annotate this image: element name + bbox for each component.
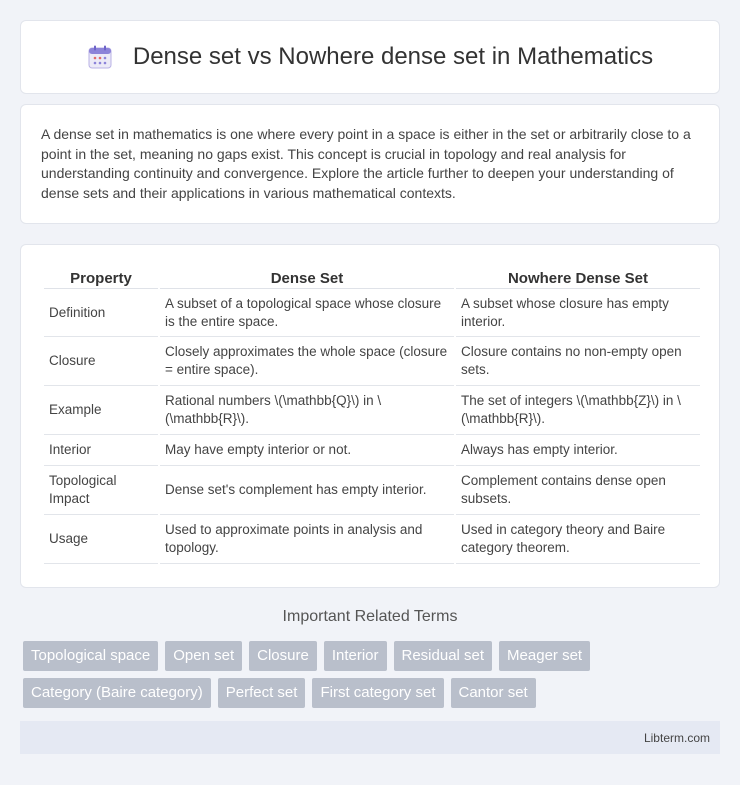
tag-row <box>23 641 723 671</box>
table-cell: Dense set's complement has empty interior. <box>160 466 454 515</box>
intro-card <box>20 104 720 224</box>
table-cell: Closely approximates the whole space (closure = entire space). <box>160 337 454 386</box>
table-row <box>44 337 700 386</box>
table-cell: May have empty interior or not. <box>160 435 454 466</box>
table-cell: A subset whose closure has empty interior. <box>456 289 700 337</box>
tag-closure[interactable]: Closure <box>249 641 317 671</box>
tag-cantor-set[interactable]: Cantor set <box>451 678 536 708</box>
tag-interior[interactable]: Interior <box>324 641 387 671</box>
table-cell: Used in category theory and Baire category theorem. <box>456 515 700 564</box>
column-header-nowhere-dense-set: Nowhere Dense Set <box>456 265 700 289</box>
tag-open-set[interactable]: Open set <box>165 641 242 671</box>
column-header-property: Property <box>44 265 158 289</box>
footer-site-link[interactable]: Libterm.com <box>643 730 710 745</box>
comparison-table-card <box>20 244 720 588</box>
tag-topological-space[interactable]: Topological space <box>23 641 158 671</box>
table-cell: A subset of a topological space whose closure is the entire space. <box>160 289 454 337</box>
footer <box>20 721 720 754</box>
table-row <box>44 386 700 435</box>
tag-category[interactable]: Category (Baire category) <box>23 678 211 708</box>
table-cell: Closure <box>44 337 158 386</box>
table-cell: Used to approximate points in analysis and topology. <box>160 515 454 564</box>
table-header-row <box>44 265 700 289</box>
table-row <box>44 289 700 337</box>
table-cell: Topological Impact <box>44 466 158 515</box>
calendar-icon <box>87 44 113 70</box>
table-row <box>44 466 700 515</box>
table-cell: Example <box>44 386 158 435</box>
related-terms-title: Important Related Terms <box>282 608 458 625</box>
tag-row <box>23 678 723 708</box>
comparison-table <box>42 265 702 564</box>
table-cell: Complement contains dense open subsets. <box>456 466 700 515</box>
page-title: Dense set vs Nowhere dense set in Mathematics <box>132 43 654 70</box>
table-row <box>44 435 700 466</box>
table-cell: Definition <box>44 289 158 337</box>
table-cell: Usage <box>44 515 158 564</box>
table-cell: The set of integers \(\mathbb{Z}\) in \(\mathbb{R}\). <box>456 386 700 435</box>
table-cell: Always has empty interior. <box>456 435 700 466</box>
intro-text: A dense set in mathematics is one where every point in a space is either in the set or arbitrarily close to a point in the set, meaning no gaps exist. This concept is crucial in topology and real analysis for understanding continuity and convergence. Explore the article further to deepen your understanding of dense sets and their applications in various mathematical contexts. <box>41 126 691 201</box>
related-terms-tags <box>23 641 723 715</box>
tag-perfect-set[interactable]: Perfect set <box>218 678 306 708</box>
tag-residual-set[interactable]: Residual set <box>394 641 493 671</box>
header-card <box>20 20 720 94</box>
table-cell: Interior <box>44 435 158 466</box>
table-row <box>44 515 700 564</box>
column-header-dense-set: Dense Set <box>160 265 454 289</box>
title-wrap <box>87 43 653 71</box>
table-cell: Closure contains no non-empty open sets. <box>456 337 700 386</box>
tag-first-category-set[interactable]: First category set <box>312 678 443 708</box>
tag-meager-set[interactable]: Meager set <box>499 641 590 671</box>
table-cell: Rational numbers \(\mathbb{Q}\) in \(\mathbb{R}\). <box>160 386 454 435</box>
